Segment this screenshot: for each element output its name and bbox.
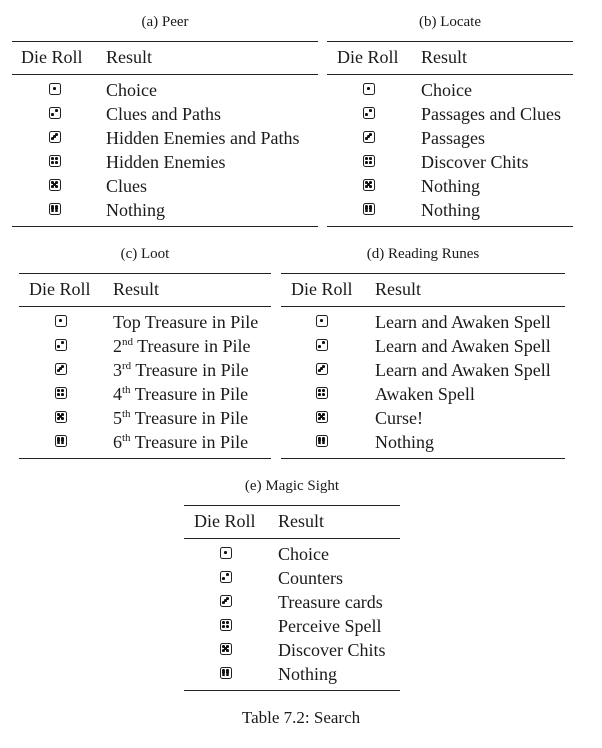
die-face-six-icon xyxy=(363,203,375,215)
die-roll-header: Die Roll xyxy=(291,279,353,299)
table-row xyxy=(184,614,400,638)
result-cell: Hidden Enemies xyxy=(106,152,226,172)
table-row xyxy=(184,590,400,614)
die-roll-header: Die Roll xyxy=(21,47,83,67)
die-face-five-icon xyxy=(363,179,375,191)
table-row xyxy=(327,198,573,222)
result-header: Result xyxy=(113,279,160,299)
result-header: Result xyxy=(421,47,468,67)
die-face-four-icon xyxy=(316,387,328,399)
result-cell: Discover Chits xyxy=(278,640,386,660)
result-header: Result xyxy=(106,47,153,67)
table-row xyxy=(281,430,565,454)
ordinal-number: 3 xyxy=(113,360,122,380)
result-cell: Clues and Paths xyxy=(106,104,221,124)
result-cell xyxy=(113,334,251,361)
die-face-five-icon xyxy=(220,643,232,655)
result-cell: Choice xyxy=(278,544,329,564)
die-face-six-icon xyxy=(220,667,232,679)
header-rule xyxy=(184,538,400,539)
table-row xyxy=(184,638,400,662)
die-face-five-icon xyxy=(316,411,328,423)
table-row xyxy=(19,334,271,358)
table-magic-sight xyxy=(184,474,400,692)
result-text: Treasure in Pile xyxy=(133,336,251,356)
result-cell: Clues xyxy=(106,176,148,196)
result-text: Treasure in Pile xyxy=(131,360,249,380)
result-header: Result xyxy=(375,279,422,299)
ordinal-number: 4 xyxy=(113,384,122,404)
table-row xyxy=(12,78,318,102)
table-locate xyxy=(327,10,573,228)
die-face-three-icon xyxy=(49,131,61,143)
result-cell xyxy=(113,382,248,409)
result-cell: Learn and Awaken Spell xyxy=(375,360,551,380)
die-face-one-icon xyxy=(220,547,232,559)
table-row xyxy=(327,126,573,150)
top-rule xyxy=(184,505,400,506)
top-rule xyxy=(12,41,318,42)
result-cell: Passages xyxy=(421,128,485,148)
die-face-four-icon xyxy=(220,619,232,631)
die-face-three-icon xyxy=(55,363,67,375)
ordinal-number: 5 xyxy=(113,408,122,428)
result-cell: Curse! xyxy=(375,408,423,428)
die-face-six-icon xyxy=(49,203,61,215)
die-face-one-icon xyxy=(363,83,375,95)
ordinal-number: 6 xyxy=(113,432,122,452)
die-face-two-icon xyxy=(55,339,67,351)
table-row xyxy=(19,310,271,334)
table-row xyxy=(281,334,565,358)
result-cell: Learn and Awaken Spell xyxy=(375,336,551,356)
header-rule xyxy=(12,74,318,75)
bottom-rule xyxy=(19,458,271,459)
result-cell: Passages and Clues xyxy=(421,104,561,124)
die-face-four-icon xyxy=(49,155,61,167)
ordinal-suffix: rd xyxy=(122,360,132,372)
result-cell: Treasure cards xyxy=(278,592,383,612)
table-row xyxy=(19,358,271,382)
table-caption: (b) Locate xyxy=(418,14,482,30)
result-cell xyxy=(113,406,248,433)
die-face-two-icon xyxy=(363,107,375,119)
table-row xyxy=(12,174,318,198)
top-rule xyxy=(327,41,573,42)
result-text: Treasure in Pile xyxy=(130,432,249,452)
table-row xyxy=(184,542,400,566)
table-row xyxy=(184,662,400,686)
table-row xyxy=(19,406,271,430)
table-row xyxy=(327,102,573,126)
die-face-six-icon xyxy=(316,435,328,447)
result-cell: Awaken Spell xyxy=(375,384,475,404)
result-text: Treasure in Pile xyxy=(130,408,249,428)
table-caption: (e) Magic Sight xyxy=(244,478,340,494)
result-cell: Perceive Spell xyxy=(278,616,382,636)
result-cell: Top Treasure in Pile xyxy=(113,312,259,332)
result-cell: Learn and Awaken Spell xyxy=(375,312,551,332)
result-cell: Discover Chits xyxy=(421,152,529,172)
die-face-one-icon xyxy=(55,315,67,327)
result-cell: Nothing xyxy=(375,432,435,452)
table-row xyxy=(19,382,271,406)
die-face-two-icon xyxy=(316,339,328,351)
die-face-two-icon xyxy=(49,107,61,119)
header-rule xyxy=(281,306,565,307)
table-row xyxy=(184,566,400,590)
bottom-rule xyxy=(327,226,573,227)
result-cell: Nothing xyxy=(106,200,166,220)
ordinal-suffix: th xyxy=(122,384,131,396)
result-cell: Hidden Enemies and Paths xyxy=(106,128,300,148)
table-row xyxy=(12,102,318,126)
ordinal-suffix: nd xyxy=(122,336,133,348)
table-caption: (a) Peer xyxy=(141,14,189,30)
die-face-one-icon xyxy=(316,315,328,327)
table-row xyxy=(327,78,573,102)
die-face-five-icon xyxy=(49,179,61,191)
die-face-four-icon xyxy=(363,155,375,167)
table-row xyxy=(281,382,565,406)
die-face-four-icon xyxy=(55,387,67,399)
die-face-three-icon xyxy=(220,595,232,607)
result-cell: Counters xyxy=(278,568,343,588)
top-rule xyxy=(281,273,565,274)
ordinal-suffix: th xyxy=(122,432,131,444)
die-face-six-icon xyxy=(55,435,67,447)
result-cell: Nothing xyxy=(421,200,481,220)
die-roll-header: Die Roll xyxy=(194,511,256,531)
die-face-one-icon xyxy=(49,83,61,95)
table-peer xyxy=(12,10,318,228)
die-face-two-icon xyxy=(220,571,232,583)
die-face-three-icon xyxy=(316,363,328,375)
die-roll-header: Die Roll xyxy=(337,47,399,67)
top-rule xyxy=(19,273,271,274)
result-text: Treasure in Pile xyxy=(130,384,249,404)
result-cell: Nothing xyxy=(421,176,481,196)
die-face-five-icon xyxy=(55,411,67,423)
ordinal-number: 2 xyxy=(113,336,122,356)
table-loot xyxy=(19,242,271,460)
die-face-three-icon xyxy=(363,131,375,143)
bottom-rule xyxy=(281,458,565,459)
result-header: Result xyxy=(278,511,325,531)
table-row xyxy=(12,126,318,150)
header-rule xyxy=(327,74,573,75)
table-row xyxy=(281,406,565,430)
table-row xyxy=(12,150,318,174)
result-cell: Choice xyxy=(106,80,157,100)
die-roll-header: Die Roll xyxy=(29,279,91,299)
header-rule xyxy=(19,306,271,307)
result-cell xyxy=(113,358,249,385)
table-caption-footer: Table 7.2: Search xyxy=(241,708,361,727)
table-row xyxy=(281,358,565,382)
result-cell: Nothing xyxy=(278,664,338,684)
table-row xyxy=(19,430,271,454)
result-cell xyxy=(113,430,248,457)
bottom-rule xyxy=(12,226,318,227)
table-caption: (c) Loot xyxy=(120,246,170,262)
table-row xyxy=(327,174,573,198)
result-cell: Choice xyxy=(421,80,472,100)
table-row xyxy=(327,150,573,174)
bottom-rule xyxy=(184,690,400,691)
table-row xyxy=(12,198,318,222)
ordinal-suffix: th xyxy=(122,408,131,420)
table-row xyxy=(281,310,565,334)
table-reading-runes xyxy=(281,242,565,460)
table-caption: (d) Reading Runes xyxy=(366,246,480,262)
